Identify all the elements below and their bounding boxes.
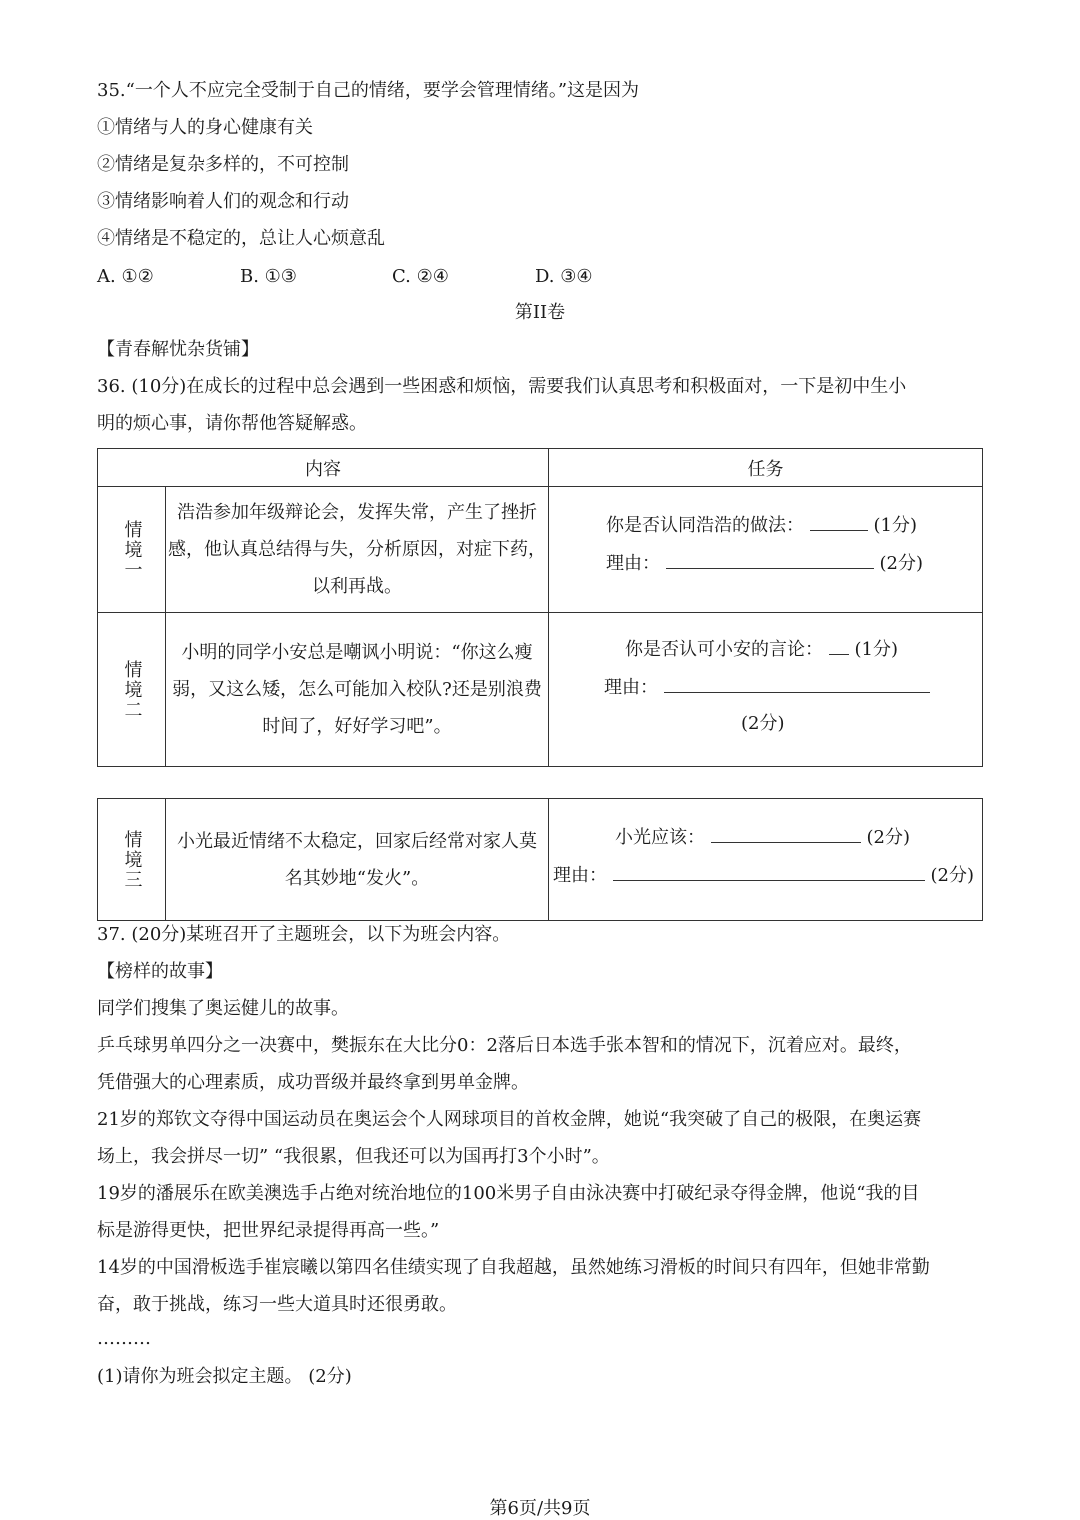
q35-option-a: A. ①②: [97, 266, 154, 287]
q37-intro: 同学们搜集了奥运健儿的故事。: [97, 998, 349, 1019]
header-content: 内容: [98, 449, 549, 487]
q37-stem: 37. (20分)某班召开了主题班会，以下为班会内容。: [97, 924, 511, 945]
scenario-1-answer-blank[interactable]: [810, 512, 868, 531]
scenario-1-reason-blank[interactable]: [666, 550, 874, 569]
q35-statement-3: ③情绪影响着人们的观念和行动: [97, 191, 349, 212]
scenario-row-1: [98, 487, 983, 613]
q35-option-d: D. ③④: [535, 266, 593, 287]
scenario-1-reason-score: (2分): [879, 553, 923, 574]
scenario-2-reason-score: (2分): [741, 713, 785, 734]
scenario-1-content: 浩浩参加年级辩论会，发挥失常，产生了挫折感，他认真总结得与失，分析原因，对症下药，以利再战。: [168, 502, 546, 597]
scenario-2-question-score: (1分): [854, 639, 898, 660]
story-line-2: 凭借强大的心理素质，成功晋级并最终拿到男单金牌。: [97, 1072, 529, 1093]
scenario-3-question-score: (2分): [866, 827, 910, 848]
scenario-2-answer-blank[interactable]: [829, 636, 849, 655]
scenario-3-label: 情境三: [121, 829, 143, 890]
scenario-table: [97, 448, 983, 767]
q36-stem-line2: 明的烦心事，请你帮他答疑解惑。: [97, 413, 367, 434]
header-task: 任务: [549, 449, 983, 487]
scenario-2-label: 情境二: [121, 659, 143, 720]
scenario-3-reason-label: 理由：: [553, 865, 607, 886]
scenario-table-continued: [97, 798, 983, 921]
scenario-2-question: 你是否认可小安的言论：: [625, 639, 823, 660]
scenario-2-reason-label: 理由：: [604, 677, 658, 698]
scenario-3-question: 小光应该：: [615, 827, 705, 848]
q35-option-b: B. ①③: [240, 266, 297, 287]
scenario-1-reason-label: 理由：: [606, 553, 660, 574]
story-line-6: 标是游得更快，把世界纪录提得再高一些。”: [97, 1220, 440, 1241]
q36-stem-line1: 36. (10分)在成长的过程中总会遇到一些困惑和烦恼，需要我们认真思考和积极面对，一下是初中生小: [97, 376, 907, 397]
scenario-3-answer-blank[interactable]: [711, 824, 861, 843]
scenario-row-2: [98, 613, 983, 767]
section-title-role-models: 【榜样的故事】: [97, 961, 223, 982]
volume-title: 第II卷: [514, 302, 566, 323]
q37-sub1: (1)请你为班会拟定主题。 (2分): [97, 1366, 352, 1387]
q35-statement-4: ④情绪是不稳定的，总让人心烦意乱: [97, 228, 385, 249]
scenario-1-question-score: (1分): [873, 515, 917, 536]
scenario-2-reason-blank[interactable]: [664, 674, 930, 693]
story-line-8: 奋，敢于挑战，练习一些大道具时还很勇敢。: [97, 1294, 457, 1315]
section-title-worries: 【青春解忧杂货铺】: [97, 339, 259, 360]
scenario-3-reason-blank[interactable]: [613, 862, 925, 881]
scenario-1-label: 情境一: [121, 519, 143, 580]
story-line-3: 21岁的郑钦文夺得中国运动员在奥运会个人网球项目的首枚金牌，她说“我突破了自己的极限，在奥运赛: [97, 1109, 922, 1130]
page-footer: 第6页/共9页: [489, 1498, 591, 1519]
scenario-3-reason-score: (2分): [930, 865, 974, 886]
scenario-3-content: 小光最近情绪不太稳定，回家后经常对家人莫名其妙地“发火”。: [177, 830, 537, 889]
story-ellipsis: ………: [97, 1328, 151, 1349]
q35-statement-2: ②情绪是复杂多样的，不可控制: [97, 154, 349, 175]
scenario-1-question: 你是否认同浩浩的做法：: [606, 515, 804, 536]
q35-option-c: C. ②④: [392, 266, 449, 287]
q35-statement-1: ①情绪与人的身心健康有关: [97, 117, 313, 138]
story-line-4: 场上，我会拼尽一切” “我很累，但我还可以为国再打3个小时”。: [97, 1146, 610, 1167]
story-line-5: 19岁的潘展乐在欧美澳选手占绝对统治地位的100米男子自由泳决赛中打破纪录夺得金牌，他说“我的目: [97, 1183, 920, 1204]
q35-stem: 35.“一个人不应完全受制于自己的情绪，要学会管理情绪。”这是因为: [97, 80, 640, 101]
story-line-7: 14岁的中国滑板选手崔宸曦以第四名佳绩实现了自我超越，虽然她练习滑板的时间只有四年，但她非常勤: [97, 1257, 930, 1278]
story-line-1: 乒乓球男单四分之一决赛中，樊振东在大比分0：2落后日本选手张本智和的情况下，沉着应对。最终，: [97, 1035, 912, 1056]
scenario-row-3: [98, 799, 983, 921]
scenario-2-content: 小明的同学小安总是嘲讽小明说：“你这么瘦弱，又这么矮，怎么可能加入校队?还是别浪费时间了，好好学习吧”。: [172, 642, 542, 737]
